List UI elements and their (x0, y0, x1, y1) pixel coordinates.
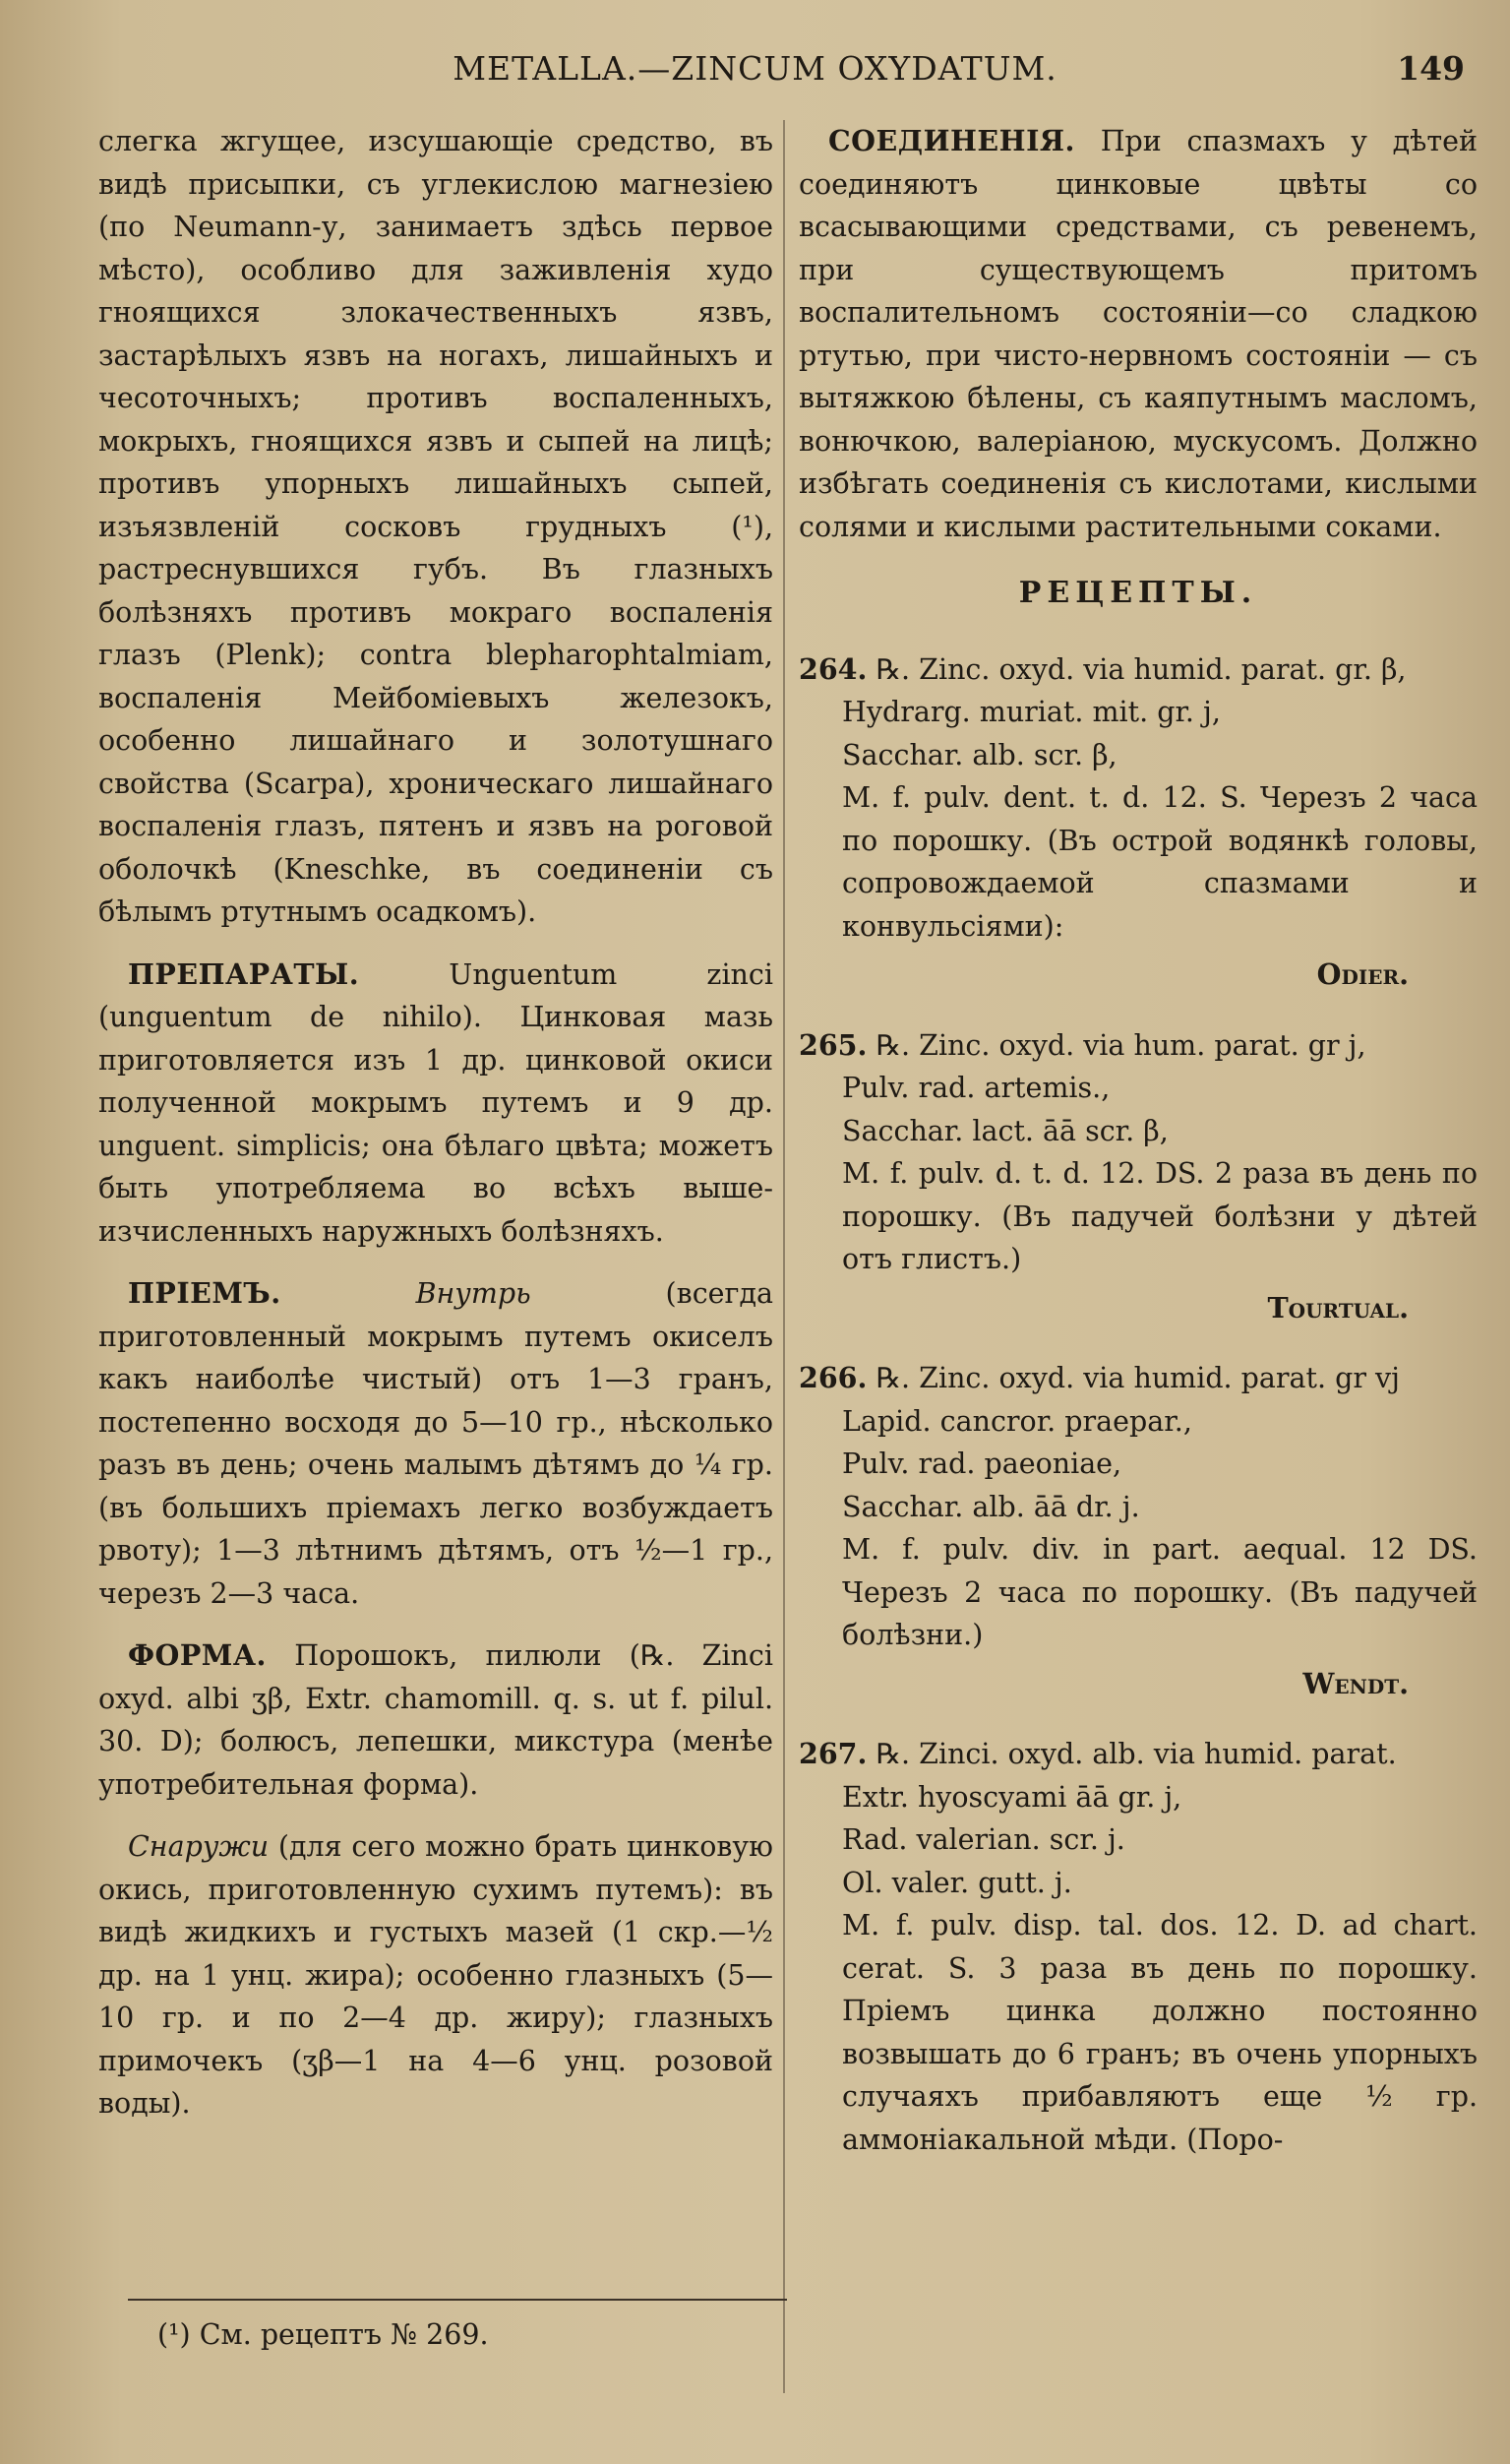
recipe-author: Tourtual. (1267, 1290, 1409, 1324)
recipe-number: 264. (799, 651, 868, 686)
recipe-3 (799, 1733, 1478, 2161)
recipe-ingredient: Rad. valerian. scr. j. (842, 1823, 1125, 1856)
footnote-rule (128, 2299, 787, 2301)
recipe-instructions: M. f. pulv. disp. tal. dos. 12. D. ad chart. cerat. S. 3 раза въ день по порошку. Пріемъ цинка должно постоянно возвышать до 6 гранъ; въ очень упорныхъ случаяхъ прибавляютъ еще ½ гр. аммоніакальной мѣди. (Поро- (842, 1909, 1478, 2156)
running-title: METALLA.—ZINCUM OXYDATUM. (453, 49, 1057, 88)
recipe-list (799, 648, 1478, 2162)
recipe-ingredient: Sacchar. alb. āā dr. j. (842, 1490, 1140, 1523)
recipe-ingredient: Pulv. rad. artemis., (842, 1072, 1111, 1104)
recipe-first-ingredient: ℞. Zinc. oxyd. via humid. parat. gr. β, (876, 652, 1407, 686)
section-label-form: ФОРМА. (128, 1638, 267, 1672)
external-text: (для сего можно брать цинковую окись, приготовленную сухимъ путемъ): въ видѣ жидкихъ и густыхъ мазей (1 скр.—½ др. на 1 унц. жира); особенно глазныхъ (5—10 гр. и по 2—4 др. жиру); глазныхъ примочекъ (ʒβ—1 на 4—6 унц. розовой воды). (98, 1830, 773, 2120)
recipes-heading: РЕЦЕПТЫ. (1018, 576, 1258, 610)
recipe-ingredient: Hydrarg. muriat. mit. gr. j, (842, 696, 1221, 728)
paragraph-usage (98, 120, 773, 934)
recipe-author: Wendt. (1302, 1666, 1409, 1700)
recipe-first-ingredient: ℞. Zinci. oxyd. alb. via humid. parat. (876, 1738, 1397, 1770)
recipe-first-line (799, 1357, 1478, 1400)
paragraph-dosage (98, 1272, 773, 1615)
form-text: Порошокъ, пилюли (℞. Zinci oxyd. albi ʒβ, Extr. chamomill. q. s. ut f. pilul. 30. D); болюсъ, лепешки, микстура (менѣе употребительная форма). (98, 1639, 773, 1801)
left-column (98, 120, 773, 2145)
recipe-instructions: M. f. pulv. d. t. d. 12. DS. 2 раза въ день по порошку. (Въ падучей болѣзни у дѣтей отъ глистъ.) (842, 1157, 1478, 1275)
recipe-first-ingredient: ℞. Zinc. oxyd. via humid. parat. gr vj (876, 1362, 1400, 1394)
recipe-number: 267. (799, 1737, 868, 1770)
right-column (799, 120, 1478, 2188)
recipe-number: 266. (799, 1361, 868, 1394)
paragraph-preparations (98, 954, 773, 1254)
recipe-ingredient: Sacchar. lact. āā scr. β, (842, 1114, 1169, 1147)
recipe-2 (799, 1357, 1478, 1705)
recipe-1 (799, 1024, 1478, 1330)
recipe-first-ingredient: ℞. Zinc. oxyd. via hum. parat. gr j, (876, 1028, 1366, 1062)
recipe-0 (799, 648, 1478, 997)
paragraph-combinations (799, 120, 1478, 548)
recipe-ingredient: Lapid. cancror. praepar., (842, 1404, 1192, 1438)
recipe-author: Odier. (1316, 957, 1409, 991)
page-header (0, 49, 1510, 98)
recipe-first-line (799, 1733, 1478, 1776)
footnote: (¹) См. рецептъ № 269. (157, 2318, 489, 2351)
paragraph-form (98, 1634, 773, 1806)
recipe-first-line (799, 1024, 1478, 1068)
recipe-ingredient: Ol. valer. gutt. j. (842, 1866, 1072, 1899)
section-label-dosage: ПРІЕМЪ. (128, 1276, 281, 1310)
recipe-ingredient: Extr. hyoscyami āā gr. j, (842, 1780, 1182, 1814)
dosage-internal-label: Внутрь (280, 1277, 531, 1310)
column-divider (783, 120, 785, 2393)
usage-text: слегка жгущее, изсушающіе средство, въ видѣ присыпки, съ углекислою магнезіею (по Neumann-у, занимаетъ здѣсь первое мѣсто), особливо для заживленія худо гноящихся злокачественныхъ язвъ, застарѣлыхъ язвъ на ногахъ, лишайныхъ и чесоточныхъ; противъ воспаленныхъ, мокрыхъ, гноящихся язвъ и сыпей на лицѣ; противъ упорныхъ лишайныхъ сыпей, изъязвленій сосковъ грудныхъ (¹), растреснувшихся губъ. Въ глазныхъ болѣзняхъ противъ мокраго воспаленія глазъ (Plenk); contra blepharophtalmiam, воспаленія Мейбоміевыхъ железокъ, особенно лишайнаго и золотушнаго свойства (Scarpa), хроническаго лишайнаго воспаленія глазъ, пятенъ и язвъ на роговой оболочкѣ (Kneschke, въ соединеніи съ бѣлымъ ртутнымъ осадкомъ). (98, 125, 773, 928)
recipe-ingredient: Sacchar. alb. scr. β, (842, 738, 1117, 771)
recipe-number: 265. (799, 1027, 868, 1062)
recipe-instructions: M. f. pulv. div. in part. aequal. 12 DS. Черезъ 2 часа по порошку. (Въ падучей болѣзни.) (842, 1533, 1478, 1651)
recipe-instructions: M. f. pulv. dent. t. d. 12. S. Черезъ 2 часа по порошку. (Въ острой водянкѣ головы, сопровождаемой спазмами и конвульсіями): (842, 781, 1478, 943)
page-number: 149 (1397, 49, 1465, 88)
section-label-preparations: ПРЕПАРАТЫ. (128, 956, 360, 991)
preparations-text: Unguentum zinci (unguentum de nihilo). Цинковая мазь приготовляется изъ 1 др. цинковой окиси полученной мокрымъ путемъ и 9 др. unguent. simplicis; она бѣлаго цвѣта; можетъ быть употребляема во всѣхъ выше-изчисленныхъ наружныхъ болѣзняхъ. (98, 957, 773, 1248)
external-label: Снаружи (128, 1830, 270, 1863)
recipe-ingredient: Pulv. rad. paeoniae, (842, 1448, 1122, 1480)
recipe-first-line (799, 648, 1478, 692)
section-label-combinations: СОЕДИНЕНІЯ. (828, 124, 1075, 157)
combinations-text: При спазмахъ у дѣтей соединяютъ цинковые цвѣты со всасывающими средствами, съ ревенемъ, при существующемъ притомъ воспалительномъ состояніи—со сладкою ртутью, при чисто-нервномъ состояніи — съ вытяжкою бѣлены, съ каяпутнымъ масломъ, вонючкою, валеріаною, мускусомъ. Должно избѣгать соединенія съ кислотами, кислыми солями и кислыми растительными соками. (799, 125, 1478, 543)
dosage-text: (всегда приготовленный мокрымъ путемъ окиселъ какъ наиболѣе чистый) отъ 1—3 гранъ, постепенно восходя до 5—10 гр., нѣсколько разъ въ день; очень малымъ дѣтямъ до ¼ гр. (въ большихъ пріемахъ легко возбуждаетъ рвоту); 1—3 лѣтнимъ дѣтямъ, отъ ½—1 гр., черезъ 2—3 часа. (98, 1277, 773, 1610)
paragraph-external (98, 1825, 773, 2125)
